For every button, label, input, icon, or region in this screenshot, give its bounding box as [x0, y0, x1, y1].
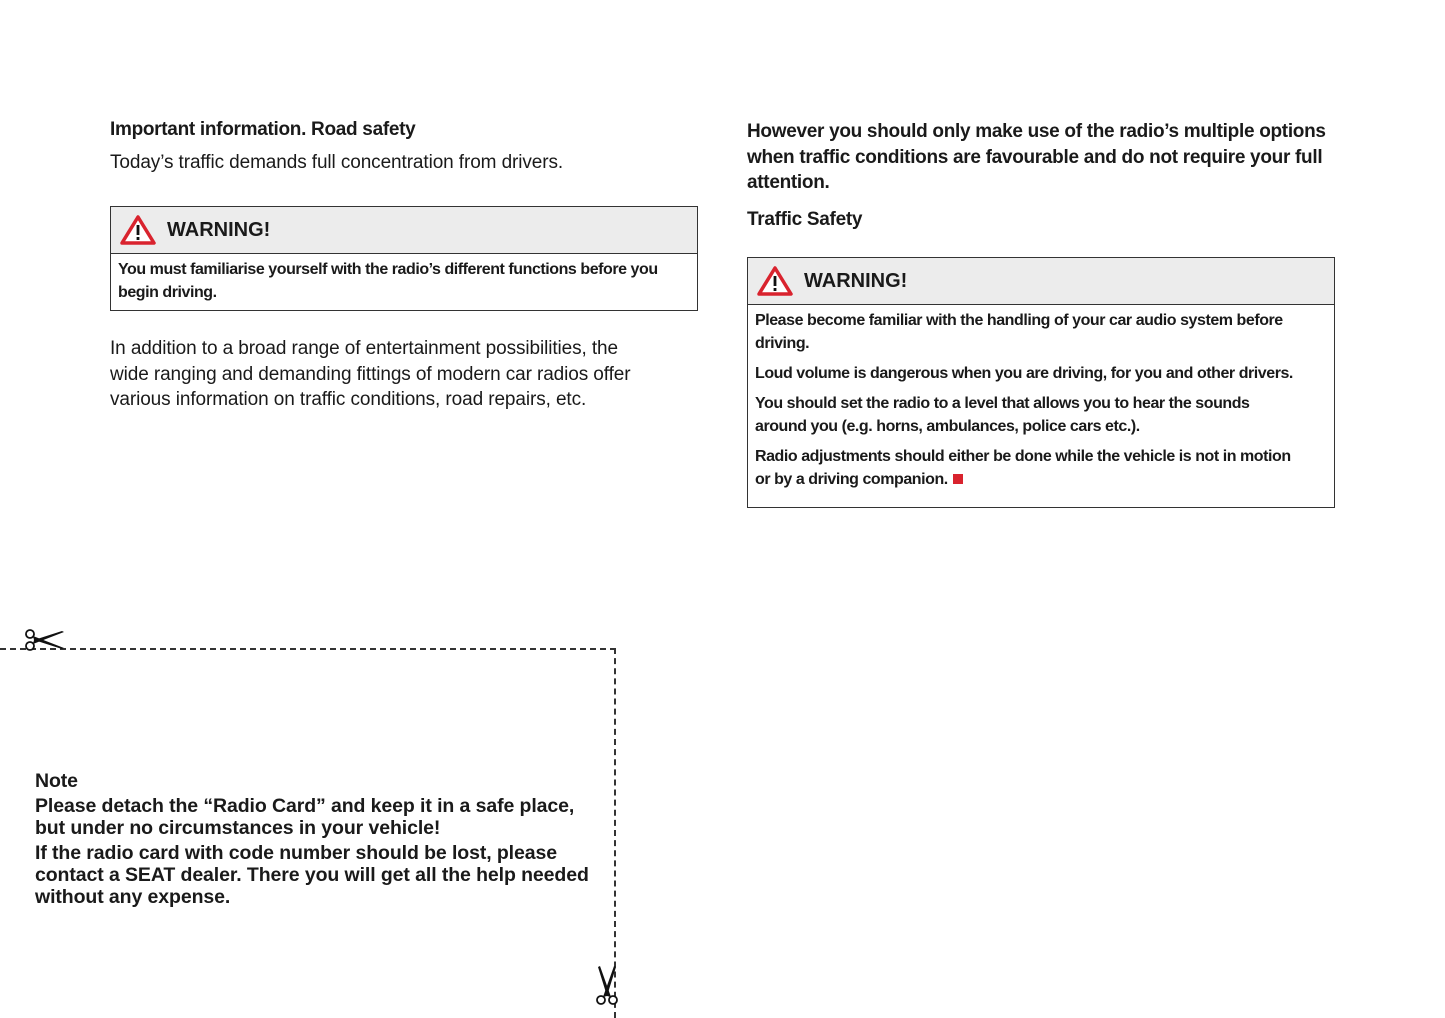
section-heading: Important information. Road safety [110, 119, 416, 140]
text-line: attention. [747, 172, 830, 193]
warning-line: Radio adjustments should either be done while the vehicle is not in motion [755, 448, 1291, 465]
radio-card-note [35, 770, 589, 908]
scissors-icon [22, 628, 66, 652]
warning-line: Loud volume is dangerous when you are driving, for you and other drivers. [755, 365, 1293, 382]
warning-line: Please become familiar with the handling of your car audio system before [755, 312, 1283, 329]
note-line: If the radio card with code number should be lost, please [35, 842, 557, 864]
note-title: Note [35, 770, 78, 792]
note-line: without any expense. [35, 886, 231, 908]
intro-text: Today’s traffic demands full concentration from drivers. [110, 152, 564, 173]
text-line: In addition to a broad range of entertainment possibilities, the [110, 338, 618, 359]
end-marker-icon [953, 474, 963, 484]
text-line: wide ranging and demanding fittings of modern car radios offer [110, 363, 631, 385]
warning-line: driving. [755, 335, 810, 352]
warning-box [110, 206, 698, 311]
warning-line: You must familiarise yourself with the radio’s different functions before you [118, 261, 658, 278]
right-intro [747, 119, 1326, 196]
text-line: when traffic conditions are favourable and do not require your full [747, 146, 1323, 168]
warning-title: WARNING! [804, 269, 908, 292]
warning-triangle-icon [119, 214, 157, 246]
warning-line: You should set the radio to a level that allows you to hear the sounds [755, 395, 1250, 412]
warning-line: or by a driving companion. [755, 471, 948, 488]
cut-line-vertical [614, 648, 616, 1018]
text-line: various information on traffic conditions, road repairs, etc. [110, 389, 587, 410]
body-paragraph [110, 336, 631, 413]
text-line: However you should only make use of the radio’s multiple options [747, 121, 1326, 142]
section-heading: Traffic Safety [747, 209, 863, 230]
warning-line: begin driving. [118, 284, 217, 301]
note-line: Please detach the “Radio Card” and keep it in a safe place, [35, 795, 575, 817]
note-line: but under no circumstances in your vehicle! [35, 817, 441, 839]
warning-triangle-icon [756, 265, 794, 297]
warning-title: WARNING! [167, 218, 271, 241]
scissors-icon [594, 964, 620, 1008]
cut-line-horizontal [0, 648, 616, 650]
warning-box [747, 257, 1335, 508]
note-line: contact a SEAT dealer. There you will get all the help needed [35, 864, 589, 886]
warning-line: around you (e.g. horns, ambulances, police cars etc.). [755, 418, 1140, 435]
